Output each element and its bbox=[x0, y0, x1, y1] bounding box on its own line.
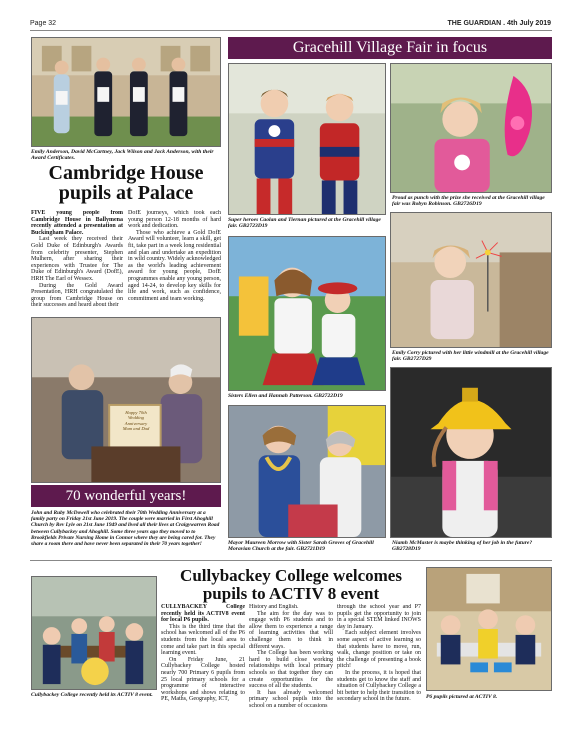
emily-windmill-photo bbox=[390, 212, 552, 348]
cake-line: Mum and Dad bbox=[122, 426, 150, 432]
p6-pupils-photo bbox=[426, 567, 552, 691]
cambridge-paragraph: During the Gold Award Presentation, HRH congratulated the group from Cambridge House on their successes and heard about their bbox=[31, 282, 123, 309]
niamh-caption: Niamh McMaster is maybe thinking of her job in the future? GB2728D19 bbox=[392, 540, 533, 553]
robyn-caption: Proud as punch with the prize she received at the Gracehill village fair was Robyn Robinson. GB2726D19 bbox=[392, 195, 545, 208]
cullybackey-paragraph: On Friday June, 21 Cullybackey College hosted nearly 700 Primary 6 pupils from 25 local primary schools for a programme of interactive workshops and shows relating to PE, Maths, Geography, ICT, bbox=[161, 656, 245, 703]
cullybackey-headline-line1: Cullybackey College welcomes bbox=[180, 566, 402, 585]
cullybackey-paragraph: History and English. bbox=[249, 604, 299, 610]
emily-caption: Emily Corry pictured with her little windmill at the Gracehill village fair. GB2727D29 bbox=[392, 350, 549, 363]
paper-name-date: THE GUARDIAN . 4th July 2019 bbox=[447, 20, 551, 27]
cullybackey-column-3 bbox=[337, 604, 421, 708]
cambridge-column-1 bbox=[31, 210, 123, 312]
cambridge-paragraph: Those who achieve a Gold DofE Award will volunteer, learn a skill, get fit, take part in a week long residential and plan and undertake an expedition in wild country. Widely acknowledged as the world's leading achievement award for young people, DofE programmes enable any young person, aged 14-24, to develop key skills for life and work, such as confidence, commitment and team working. bbox=[128, 229, 221, 302]
sisters-photo bbox=[228, 236, 386, 391]
anniversary-caption: John and Ruby McDowell who celebrated their 70th Wedding Anniversary at a family party on Friday 21st June 2019. The couple were married in First Ahoghill Church by Rev Lyle on 21st June 1949 and lived all their lives at Craigywarren Road between Cullybackey and Ahoghill. Some three years ago they moved to to Brookfields Private Nursing Home in Connor where they are being cared for. They share a room there and have never been separated in their 70 years together! bbox=[31, 510, 220, 548]
super-heroes-caption: Super heroes Caolan and Tiernan pictured at the Gracehill village fair. GB2723D19 bbox=[228, 217, 381, 230]
cambridge-group-photo bbox=[31, 37, 221, 147]
gracehill-banner: Gracehill Village Fair in focus bbox=[228, 37, 552, 59]
cullybackey-left-caption: Cullybackey College recently held its ACTIV 8 event. bbox=[31, 692, 153, 698]
cake-line: Wedding bbox=[128, 415, 144, 421]
cambridge-paragraph: DofE journeys, which took each young person 12-18 months of hard work and dedication. bbox=[128, 210, 221, 230]
p6-caption: P6 pupils pictured at ACTIV 8. bbox=[426, 694, 498, 700]
sisters-caption: Sisters Ellen and Hannah Patterson. GB2722D19 bbox=[228, 393, 343, 399]
niamh-fire-helmet-photo bbox=[390, 367, 552, 538]
anniversary-couple-photo bbox=[31, 317, 221, 483]
anniversary-banner: 70 wonderful years! bbox=[31, 485, 221, 507]
cullybackey-column-1 bbox=[161, 604, 245, 708]
cullybackey-column-2 bbox=[249, 604, 333, 708]
super-heroes-photo bbox=[228, 63, 386, 215]
cullybackey-paragraph: Each subject element involves some aspect of active learning so that students have to move, run, walk, change position or take on the challenge of presenting a book pitch! bbox=[337, 630, 421, 670]
cullybackey-lead: CULLYBACKEY College recently held its ACTIV8 event for local P6 pupils. bbox=[161, 604, 245, 624]
robyn-prize-photo bbox=[390, 63, 552, 193]
cullybackey-headline bbox=[160, 567, 422, 603]
cullybackey-paragraph: The aim for the day was to engage with P6 students and to allow them to experience a range of learning activities that will challenge them to think in different ways. bbox=[249, 610, 333, 650]
cambridge-headline-line2: pupils at Palace bbox=[58, 182, 194, 204]
cambridge-column-2 bbox=[128, 210, 221, 312]
cake-line: Anniversary bbox=[124, 420, 148, 426]
cullybackey-paragraph: In the process, it is hoped that students get to know the staff and situation of Cullybackey College a bit better to help their transition to secondary school in the future. bbox=[337, 669, 421, 703]
section-rule bbox=[30, 560, 552, 561]
cake-inscription bbox=[112, 410, 160, 432]
cullybackey-paragraph: This is the third time that the school has welcomed all of the P6 students from the local area to come and take part in this special learning event. bbox=[161, 623, 245, 657]
page-number: Page 32 bbox=[30, 20, 57, 27]
cambridge-headline-line1: Cambridge House bbox=[48, 162, 204, 184]
cambridge-photo-caption: Emily Anderson, David McCartney, Jack Wilson and Jack Anderson, with their Award Certificates. bbox=[31, 149, 214, 162]
mayor-photo bbox=[228, 405, 386, 538]
cake-line: Happy 70th bbox=[125, 410, 147, 415]
cullybackey-event-photo bbox=[31, 576, 157, 690]
cambridge-headline bbox=[31, 163, 221, 203]
cambridge-paragraph: Last week they received their Gold Duke of Edinburgh's Awards from celebrity presenter, Stephen Mulhern, after sharing their experiences with Trustee for The Duke of Edinburgh's Award (DofE), HRH The Earl of Wessex. bbox=[31, 236, 123, 282]
cullybackey-headline-line2: pupils to ACTIV 8 event bbox=[202, 584, 380, 603]
cambridge-lead: FIVE young people from Cambridge House in Ballymena recently attended a presentation at Buckingham Palace. bbox=[31, 210, 123, 236]
cullybackey-paragraph: through the school year and P7 pupils get the opportunity to join in a special STEM linked INOWS day in January. bbox=[337, 604, 421, 630]
cullybackey-paragraph: It has already welcomed primary school pupils into the school on a number of occasions bbox=[249, 689, 333, 708]
mayor-caption: Mayor Maureen Morrow with Sister Sarah Groves of Gracehill Moravian Church at the fair. GB2721D19 bbox=[228, 540, 374, 553]
cullybackey-paragraph: The College has been working hard to build close working relationships with local primary schools so that together they can create opportunities for the success of all the students. bbox=[249, 650, 333, 690]
header-rule bbox=[30, 30, 552, 31]
